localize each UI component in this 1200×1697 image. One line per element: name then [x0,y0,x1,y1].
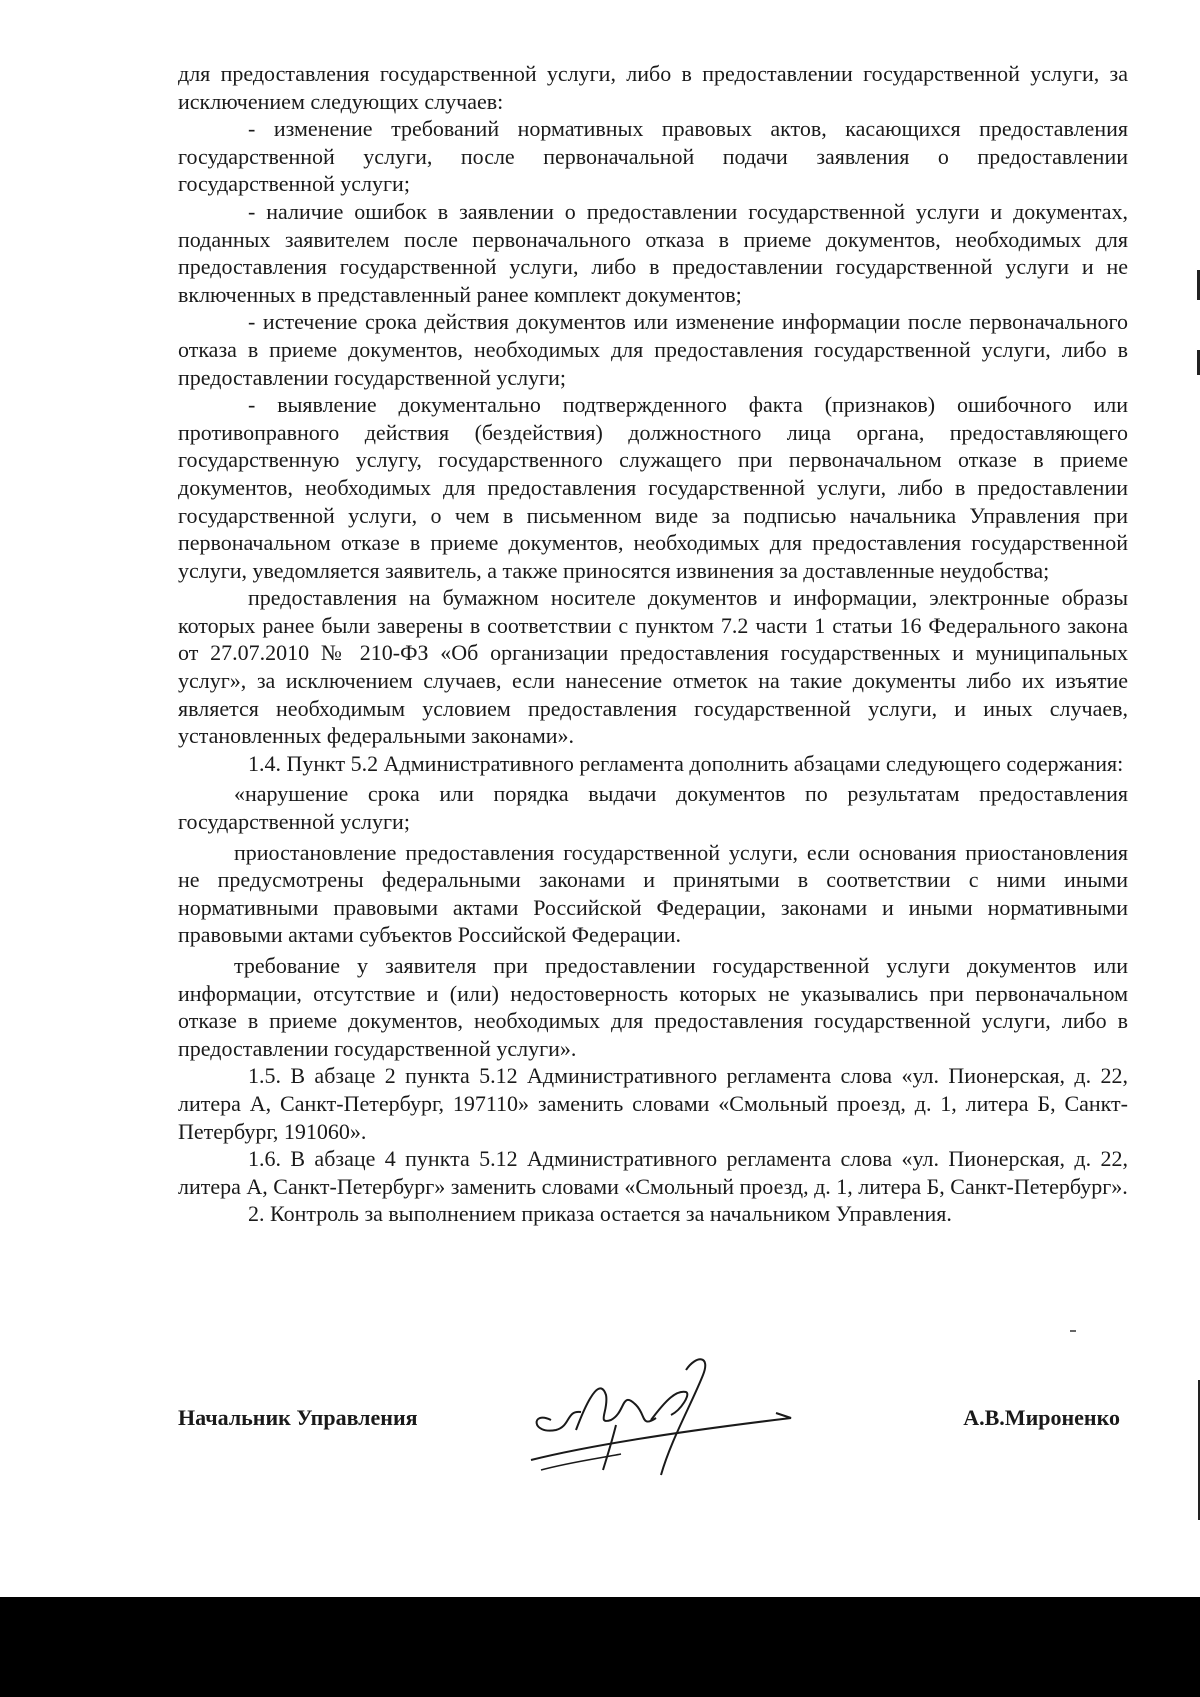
paragraph-bullet-expiry: - истечение срока действия документов или изменение информации после первоначального отказа в приеме документов, необходимых для предоставления государственной услуги, либо в предоставлении государственной услуги; [178,309,1128,390]
paragraph-bullet-errors: - наличие ошибок в заявлении о предоставлении государственной услуги и документах, поданных заявителем после первоначального отказа в приеме документов, необходимых для предоставления государственной услуги, либо в предоставлении государственной услуги и не включенных в представленный ранее комплект документов; [178,198,1128,307]
scan-speck [1070,1330,1076,1332]
paragraph-intro: для предоставления государственной услуги, либо в предоставлении государственной услуги, за исключением следующих случаев: [178,61,1128,114]
signatory-name: А.В.Мироненко [963,1405,1120,1430]
signatory-position: Начальник Управления [178,1405,418,1430]
paragraph-bullet-requirements-change: - изменение требований нормативных правовых актов, касающихся предоставления государственной услуги, после первоначальной подачи заявления о предоставлении государственной услуги; [178,116,1128,197]
document-body [178,60,1128,1228]
paragraph-deadline-violation: «нарушение срока или порядка выдачи документов по результатам предоставления государственной услуги; [178,781,1128,835]
paragraph-item-2: 2. Контроль за выполнением приказа остается за начальником Управления. [248,1201,952,1227]
signature-block [178,1405,1128,1525]
scan-bottom-border [0,1597,1200,1697]
paragraph-requirement: требование у заявителя при предоставлении государственной услуги документов или информации, отсутствие и (или) недостоверность которых не указывались при первоначальном отказе в приеме документов, необходимых для предоставления государственной услуги, либо в предоставлении государственной услуги». [178,953,1128,1061]
paragraph-suspension: приостановление предоставления государственной услуги, если основания приостановления не предусмотрены федеральными законами и принятыми в соответствии с ними иными нормативными правовыми актами Российской Федерации, законами и иными нормативными правовыми актами субъектов Российской Федерации. [178,839,1128,948]
paragraph-item-1-4: 1.4. Пункт 5.2 Административного регламента дополнить абзацами следующего содержания: [248,750,1124,776]
paragraph-paper-documents: предоставления на бумажном носителе документов и информации, электронные образы которых ранее были заверены в соответствии с пунктом 7.2 части 1 статьи 16 Федерального закона от 27.07.2010 № 210-ФЗ «Об организации предоставления государственных и муниципальных услуг», за исключением случаев, если нанесение отметок на такие документы либо их изъятие является необходимым условием предоставления государственной услуги, и иных случаев, установленных федеральными законами». [178,585,1128,749]
paragraph-bullet-violation: - выявление документально подтвержденного факта (признаков) ошибочного или противоправного действия (бездействия) должностного лица органа, предоставляющего государственную услугу, государственного служащего при первоначальном отказе в приеме документов, необходимых для предоставления государственной услуги, либо в предоставлении государственной услуги, о чем в письменном виде за подписью начальника Управления при первоначальном отказе в приеме документов, необходимых для предоставления государственной услуги, уведомляется заявитель, а также приносятся извинения за доставленные неудобства; [178,392,1128,583]
handwritten-signature [511,1350,811,1500]
paragraph-item-1-6: 1.6. В абзаце 4 пункта 5.12 Административного регламента слова «ул. Пионерская, д. 22, литера А, Санкт-Петербург» заменить словами «Смольный проезд, д. 1, литера Б, Санкт-Петербург». [178,1146,1128,1199]
paragraph-item-1-5: 1.5. В абзаце 2 пункта 5.12 Административного регламента слова «ул. Пионерская, д. 22, литера А, Санкт-Петербург, 197110» заменить словами «Смольный проезд, д. 1, литера Б, Санкт-Петербург, 191060». [178,1063,1128,1144]
